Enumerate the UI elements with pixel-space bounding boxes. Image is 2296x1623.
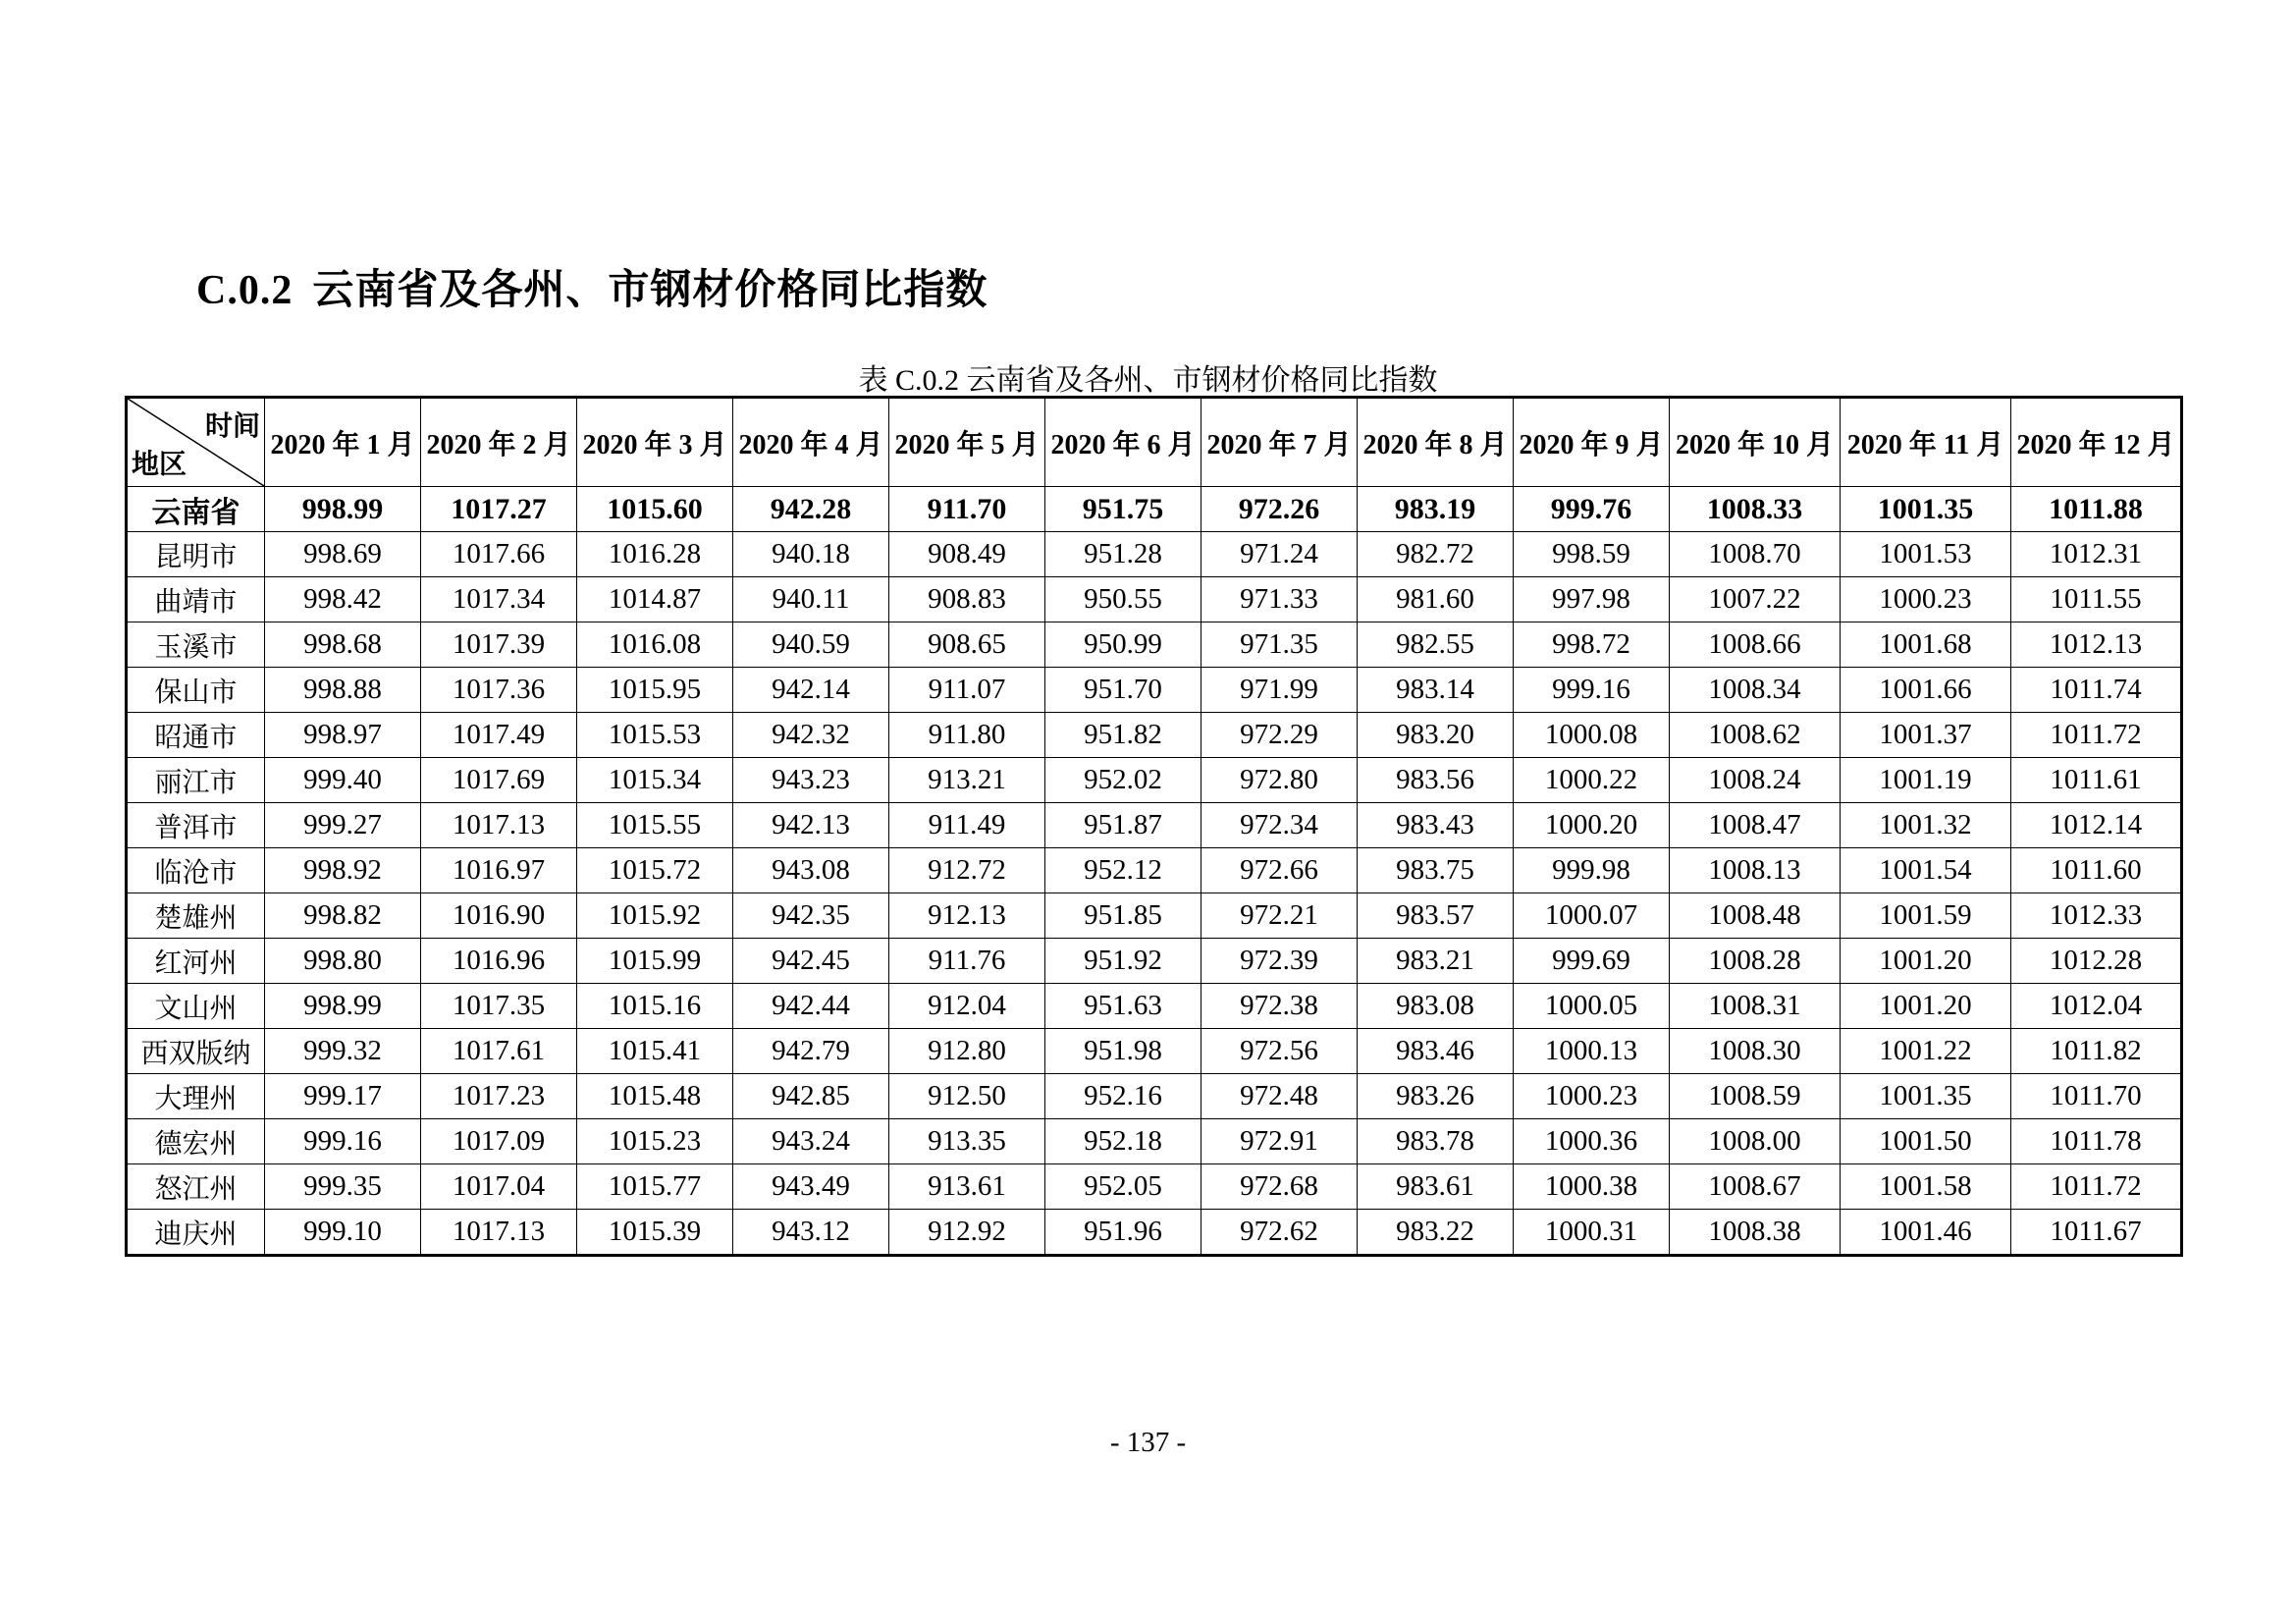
value-cell: 942.79 [733, 1029, 889, 1074]
column-header: 2020 年 12 月 [2011, 398, 2182, 487]
value-cell: 971.33 [1201, 577, 1358, 622]
value-cell: 1001.35 [1841, 1074, 2011, 1119]
value-cell: 951.28 [1045, 532, 1201, 577]
value-cell: 908.83 [889, 577, 1045, 622]
value-cell: 983.75 [1358, 848, 1514, 893]
value-cell: 951.75 [1045, 487, 1201, 532]
value-cell: 999.35 [265, 1164, 421, 1210]
table-row [127, 577, 2182, 622]
region-cell: 云南省 [127, 487, 265, 532]
value-cell: 950.55 [1045, 577, 1201, 622]
value-cell: 1015.16 [577, 984, 733, 1029]
value-cell: 971.24 [1201, 532, 1358, 577]
value-cell: 1008.31 [1670, 984, 1841, 1029]
value-cell: 1015.53 [577, 713, 733, 758]
value-cell: 983.78 [1358, 1119, 1514, 1164]
region-cell: 楚雄州 [127, 893, 265, 939]
column-header: 2020 年 7 月 [1201, 398, 1358, 487]
column-header: 2020 年 5 月 [889, 398, 1045, 487]
value-cell: 1017.36 [421, 668, 577, 713]
value-cell: 908.65 [889, 622, 1045, 668]
value-cell: 998.69 [265, 532, 421, 577]
value-cell: 1012.28 [2011, 939, 2182, 984]
value-cell: 1012.31 [2011, 532, 2182, 577]
value-cell: 1016.97 [421, 848, 577, 893]
column-header: 2020 年 6 月 [1045, 398, 1201, 487]
value-cell: 1017.09 [421, 1119, 577, 1164]
region-cell: 昭通市 [127, 713, 265, 758]
value-cell: 912.72 [889, 848, 1045, 893]
value-cell: 998.97 [265, 713, 421, 758]
value-cell: 998.99 [265, 487, 421, 532]
header-row [127, 398, 2182, 487]
value-cell: 983.21 [1358, 939, 1514, 984]
table-row [127, 1119, 2182, 1164]
value-cell: 1011.61 [2011, 758, 2182, 803]
value-cell: 1017.69 [421, 758, 577, 803]
value-cell: 1017.66 [421, 532, 577, 577]
value-cell: 1000.23 [1841, 577, 2011, 622]
value-cell: 1015.95 [577, 668, 733, 713]
value-cell: 912.13 [889, 893, 1045, 939]
value-cell: 983.46 [1358, 1029, 1514, 1074]
region-cell: 红河州 [127, 939, 265, 984]
value-cell: 1008.00 [1670, 1119, 1841, 1164]
value-cell: 1001.68 [1841, 622, 2011, 668]
table-row [127, 758, 2182, 803]
value-cell: 1008.62 [1670, 713, 1841, 758]
value-cell: 943.08 [733, 848, 889, 893]
value-cell: 1000.08 [1514, 713, 1670, 758]
value-cell: 971.99 [1201, 668, 1358, 713]
value-cell: 1011.55 [2011, 577, 2182, 622]
value-cell: 998.59 [1514, 532, 1670, 577]
value-cell: 1008.24 [1670, 758, 1841, 803]
value-cell: 1000.23 [1514, 1074, 1670, 1119]
value-cell: 1000.22 [1514, 758, 1670, 803]
table-row [127, 532, 2182, 577]
value-cell: 952.02 [1045, 758, 1201, 803]
value-cell: 972.66 [1201, 848, 1358, 893]
value-cell: 998.99 [265, 984, 421, 1029]
value-cell: 1001.46 [1841, 1210, 2011, 1256]
section-title: 云南省及各州、市钢材价格同比指数 [312, 268, 988, 313]
value-cell: 1000.13 [1514, 1029, 1670, 1074]
value-cell: 972.39 [1201, 939, 1358, 984]
value-cell: 942.13 [733, 803, 889, 848]
table-row [127, 984, 2182, 1029]
region-cell: 曲靖市 [127, 577, 265, 622]
column-header: 2020 年 1 月 [265, 398, 421, 487]
value-cell: 1001.20 [1841, 984, 2011, 1029]
value-cell: 1000.38 [1514, 1164, 1670, 1210]
value-cell: 983.61 [1358, 1164, 1514, 1210]
value-cell: 1001.54 [1841, 848, 2011, 893]
value-cell: 943.23 [733, 758, 889, 803]
corner-header-cell [127, 398, 265, 487]
value-cell: 983.57 [1358, 893, 1514, 939]
value-cell: 912.04 [889, 984, 1045, 1029]
value-cell: 1012.13 [2011, 622, 2182, 668]
value-cell: 1001.58 [1841, 1164, 2011, 1210]
value-cell: 1008.38 [1670, 1210, 1841, 1256]
column-header: 2020 年 3 月 [577, 398, 733, 487]
region-cell: 大理州 [127, 1074, 265, 1119]
value-cell: 999.69 [1514, 939, 1670, 984]
value-cell: 982.72 [1358, 532, 1514, 577]
value-cell: 972.29 [1201, 713, 1358, 758]
value-cell: 1001.19 [1841, 758, 2011, 803]
value-cell: 1000.31 [1514, 1210, 1670, 1256]
value-cell: 913.61 [889, 1164, 1045, 1210]
value-cell: 1012.04 [2011, 984, 2182, 1029]
value-cell: 943.24 [733, 1119, 889, 1164]
value-cell: 1012.14 [2011, 803, 2182, 848]
value-cell: 998.88 [265, 668, 421, 713]
value-cell: 972.21 [1201, 893, 1358, 939]
value-cell: 1001.20 [1841, 939, 2011, 984]
value-cell: 952.05 [1045, 1164, 1201, 1210]
value-cell: 912.50 [889, 1074, 1045, 1119]
value-cell: 1017.04 [421, 1164, 577, 1210]
region-cell: 保山市 [127, 668, 265, 713]
value-cell: 1008.70 [1670, 532, 1841, 577]
value-cell: 972.68 [1201, 1164, 1358, 1210]
value-cell: 1008.47 [1670, 803, 1841, 848]
column-header: 2020 年 11 月 [1841, 398, 2011, 487]
page-number: - 137 - [1109, 1427, 1187, 1458]
region-cell: 丽江市 [127, 758, 265, 803]
value-cell: 912.80 [889, 1029, 1045, 1074]
value-cell: 942.14 [733, 668, 889, 713]
value-cell: 1001.50 [1841, 1119, 2011, 1164]
value-cell: 951.70 [1045, 668, 1201, 713]
region-cell: 文山州 [127, 984, 265, 1029]
value-cell: 1000.20 [1514, 803, 1670, 848]
value-cell: 983.26 [1358, 1074, 1514, 1119]
value-cell: 1016.96 [421, 939, 577, 984]
value-cell: 1016.08 [577, 622, 733, 668]
value-cell: 972.34 [1201, 803, 1358, 848]
value-cell: 1007.22 [1670, 577, 1841, 622]
value-cell: 952.12 [1045, 848, 1201, 893]
value-cell: 1017.34 [421, 577, 577, 622]
region-cell: 怒江州 [127, 1164, 265, 1210]
region-cell: 德宏州 [127, 1119, 265, 1164]
value-cell: 972.56 [1201, 1029, 1358, 1074]
value-cell: 1017.61 [421, 1029, 577, 1074]
value-cell: 999.76 [1514, 487, 1670, 532]
value-cell: 1008.48 [1670, 893, 1841, 939]
value-cell: 982.55 [1358, 622, 1514, 668]
table-row [127, 1210, 2182, 1256]
column-header: 2020 年 10 月 [1670, 398, 1841, 487]
value-cell: 983.08 [1358, 984, 1514, 1029]
column-header: 2020 年 8 月 [1358, 398, 1514, 487]
value-cell: 1011.72 [2011, 713, 2182, 758]
value-cell: 998.92 [265, 848, 421, 893]
value-cell: 943.49 [733, 1164, 889, 1210]
province-total-row [127, 487, 2182, 532]
value-cell: 1016.90 [421, 893, 577, 939]
value-cell: 942.28 [733, 487, 889, 532]
value-cell: 983.43 [1358, 803, 1514, 848]
table-row [127, 668, 2182, 713]
value-cell: 911.70 [889, 487, 1045, 532]
value-cell: 942.35 [733, 893, 889, 939]
value-cell: 1015.39 [577, 1210, 733, 1256]
value-cell: 1001.37 [1841, 713, 2011, 758]
value-cell: 1011.67 [2011, 1210, 2182, 1256]
value-cell: 1011.60 [2011, 848, 2182, 893]
value-cell: 1016.28 [577, 532, 733, 577]
value-cell: 1001.66 [1841, 668, 2011, 713]
value-cell: 913.35 [889, 1119, 1045, 1164]
value-cell: 1015.41 [577, 1029, 733, 1074]
value-cell: 999.32 [265, 1029, 421, 1074]
value-cell: 972.26 [1201, 487, 1358, 532]
value-cell: 999.10 [265, 1210, 421, 1256]
value-cell: 1011.82 [2011, 1029, 2182, 1074]
value-cell: 998.72 [1514, 622, 1670, 668]
table-row [127, 848, 2182, 893]
value-cell: 1011.88 [2011, 487, 2182, 532]
corner-region-label: 地区 [132, 448, 187, 480]
value-cell: 1015.23 [577, 1119, 733, 1164]
corner-time-label: 时间 [204, 409, 260, 442]
value-cell: 1015.77 [577, 1164, 733, 1210]
table-row [127, 713, 2182, 758]
value-cell: 999.16 [265, 1119, 421, 1164]
value-cell: 1001.59 [1841, 893, 2011, 939]
value-cell: 942.44 [733, 984, 889, 1029]
value-cell: 951.63 [1045, 984, 1201, 1029]
value-cell: 1017.13 [421, 1210, 577, 1256]
value-cell: 1000.05 [1514, 984, 1670, 1029]
value-cell: 911.80 [889, 713, 1045, 758]
value-cell: 1014.87 [577, 577, 733, 622]
value-cell: 1008.13 [1670, 848, 1841, 893]
section-heading [196, 257, 988, 316]
region-cell: 普洱市 [127, 803, 265, 848]
value-cell: 997.98 [1514, 577, 1670, 622]
value-cell: 999.98 [1514, 848, 1670, 893]
value-cell: 951.92 [1045, 939, 1201, 984]
value-cell: 943.12 [733, 1210, 889, 1256]
value-cell: 1001.32 [1841, 803, 2011, 848]
value-cell: 1008.67 [1670, 1164, 1841, 1210]
value-cell: 940.18 [733, 532, 889, 577]
value-cell: 1011.70 [2011, 1074, 2182, 1119]
region-cell: 西双版纳 [127, 1029, 265, 1074]
value-cell: 940.59 [733, 622, 889, 668]
value-cell: 972.38 [1201, 984, 1358, 1029]
table-row [127, 1074, 2182, 1119]
value-cell: 950.99 [1045, 622, 1201, 668]
value-cell: 908.49 [889, 532, 1045, 577]
value-cell: 1017.27 [421, 487, 577, 532]
value-cell: 951.98 [1045, 1029, 1201, 1074]
value-cell: 1017.49 [421, 713, 577, 758]
table-row [127, 1029, 2182, 1074]
value-cell: 942.32 [733, 713, 889, 758]
value-cell: 1001.22 [1841, 1029, 2011, 1074]
value-cell: 1017.35 [421, 984, 577, 1029]
value-cell: 1017.23 [421, 1074, 577, 1119]
value-cell: 952.18 [1045, 1119, 1201, 1164]
value-cell: 1017.13 [421, 803, 577, 848]
table-row [127, 1164, 2182, 1210]
value-cell: 972.62 [1201, 1210, 1358, 1256]
value-cell: 912.92 [889, 1210, 1045, 1256]
value-cell: 983.14 [1358, 668, 1514, 713]
value-cell: 911.49 [889, 803, 1045, 848]
value-cell: 911.07 [889, 668, 1045, 713]
value-cell: 1015.60 [577, 487, 733, 532]
value-cell: 1001.53 [1841, 532, 2011, 577]
value-cell: 1015.34 [577, 758, 733, 803]
table-body [127, 487, 2182, 1256]
value-cell: 972.91 [1201, 1119, 1358, 1164]
value-cell: 1012.33 [2011, 893, 2182, 939]
value-cell: 951.85 [1045, 893, 1201, 939]
value-cell: 1000.07 [1514, 893, 1670, 939]
value-cell: 998.42 [265, 577, 421, 622]
region-cell: 昆明市 [127, 532, 265, 577]
value-cell: 1015.99 [577, 939, 733, 984]
value-cell: 1011.78 [2011, 1119, 2182, 1164]
value-cell: 983.19 [1358, 487, 1514, 532]
value-cell: 1000.36 [1514, 1119, 1670, 1164]
table-caption: 表 C.0.2 云南省及各州、市钢材价格同比指数 [858, 364, 1438, 397]
value-cell: 942.85 [733, 1074, 889, 1119]
value-cell: 983.20 [1358, 713, 1514, 758]
value-cell: 1008.28 [1670, 939, 1841, 984]
value-cell: 981.60 [1358, 577, 1514, 622]
value-cell: 940.11 [733, 577, 889, 622]
value-cell: 911.76 [889, 939, 1045, 984]
region-cell: 临沧市 [127, 848, 265, 893]
value-cell: 1008.30 [1670, 1029, 1841, 1074]
value-cell: 999.40 [265, 758, 421, 803]
value-cell: 998.68 [265, 622, 421, 668]
value-cell: 971.35 [1201, 622, 1358, 668]
column-header: 2020 年 2 月 [421, 398, 577, 487]
region-cell: 玉溪市 [127, 622, 265, 668]
value-cell: 999.16 [1514, 668, 1670, 713]
column-header: 2020 年 4 月 [733, 398, 889, 487]
value-cell: 1015.48 [577, 1074, 733, 1119]
value-cell: 998.82 [265, 893, 421, 939]
value-cell: 983.22 [1358, 1210, 1514, 1256]
value-cell: 1017.39 [421, 622, 577, 668]
value-cell: 951.82 [1045, 713, 1201, 758]
value-cell: 1015.55 [577, 803, 733, 848]
value-cell: 1011.72 [2011, 1164, 2182, 1210]
value-cell: 1001.35 [1841, 487, 2011, 532]
table-row [127, 939, 2182, 984]
table-row [127, 622, 2182, 668]
section-code: C.0.2 [196, 268, 294, 313]
region-cell: 迪庆州 [127, 1210, 265, 1256]
value-cell: 1015.92 [577, 893, 733, 939]
value-cell: 1008.66 [1670, 622, 1841, 668]
column-header: 2020 年 9 月 [1514, 398, 1670, 487]
price-index-table [125, 396, 2183, 1257]
table-row [127, 803, 2182, 848]
value-cell: 942.45 [733, 939, 889, 984]
value-cell: 972.48 [1201, 1074, 1358, 1119]
value-cell: 1011.74 [2011, 668, 2182, 713]
value-cell: 951.87 [1045, 803, 1201, 848]
value-cell: 951.96 [1045, 1210, 1201, 1256]
value-cell: 952.16 [1045, 1074, 1201, 1119]
value-cell: 983.56 [1358, 758, 1514, 803]
value-cell: 999.17 [265, 1074, 421, 1119]
value-cell: 1015.72 [577, 848, 733, 893]
value-cell: 999.27 [265, 803, 421, 848]
value-cell: 1008.34 [1670, 668, 1841, 713]
value-cell: 972.80 [1201, 758, 1358, 803]
value-cell: 913.21 [889, 758, 1045, 803]
value-cell: 998.80 [265, 939, 421, 984]
value-cell: 1008.33 [1670, 487, 1841, 532]
table-row [127, 893, 2182, 939]
value-cell: 1008.59 [1670, 1074, 1841, 1119]
